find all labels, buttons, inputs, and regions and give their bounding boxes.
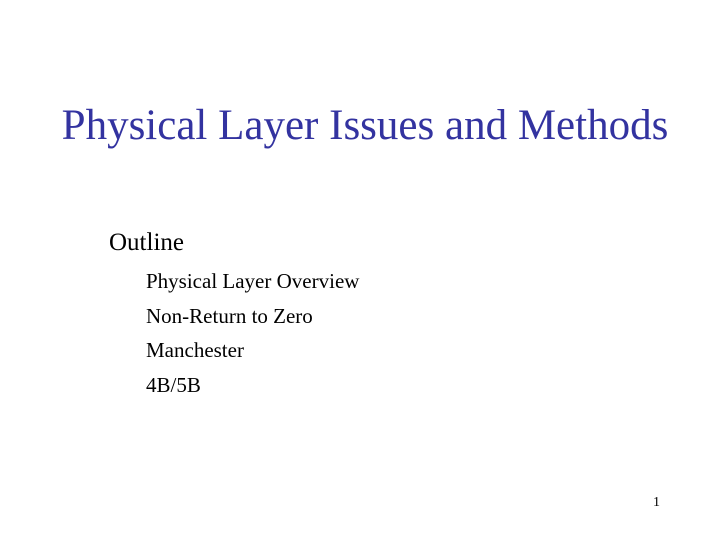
- outline-item-non-return-to-zero: Non-Return to Zero: [146, 303, 313, 328]
- slide-title: Physical Layer Issues and Methods: [61, 102, 669, 149]
- page-number: 1: [653, 495, 660, 510]
- outline-list: [146, 264, 359, 402]
- outline-item-physical-layer-overview: Physical Layer Overview: [146, 269, 360, 293]
- outline-item-4b5b: 4B/5B: [146, 372, 201, 397]
- outline-item-manchester: Manchester: [146, 338, 244, 362]
- outline-heading: Outline: [109, 229, 184, 256]
